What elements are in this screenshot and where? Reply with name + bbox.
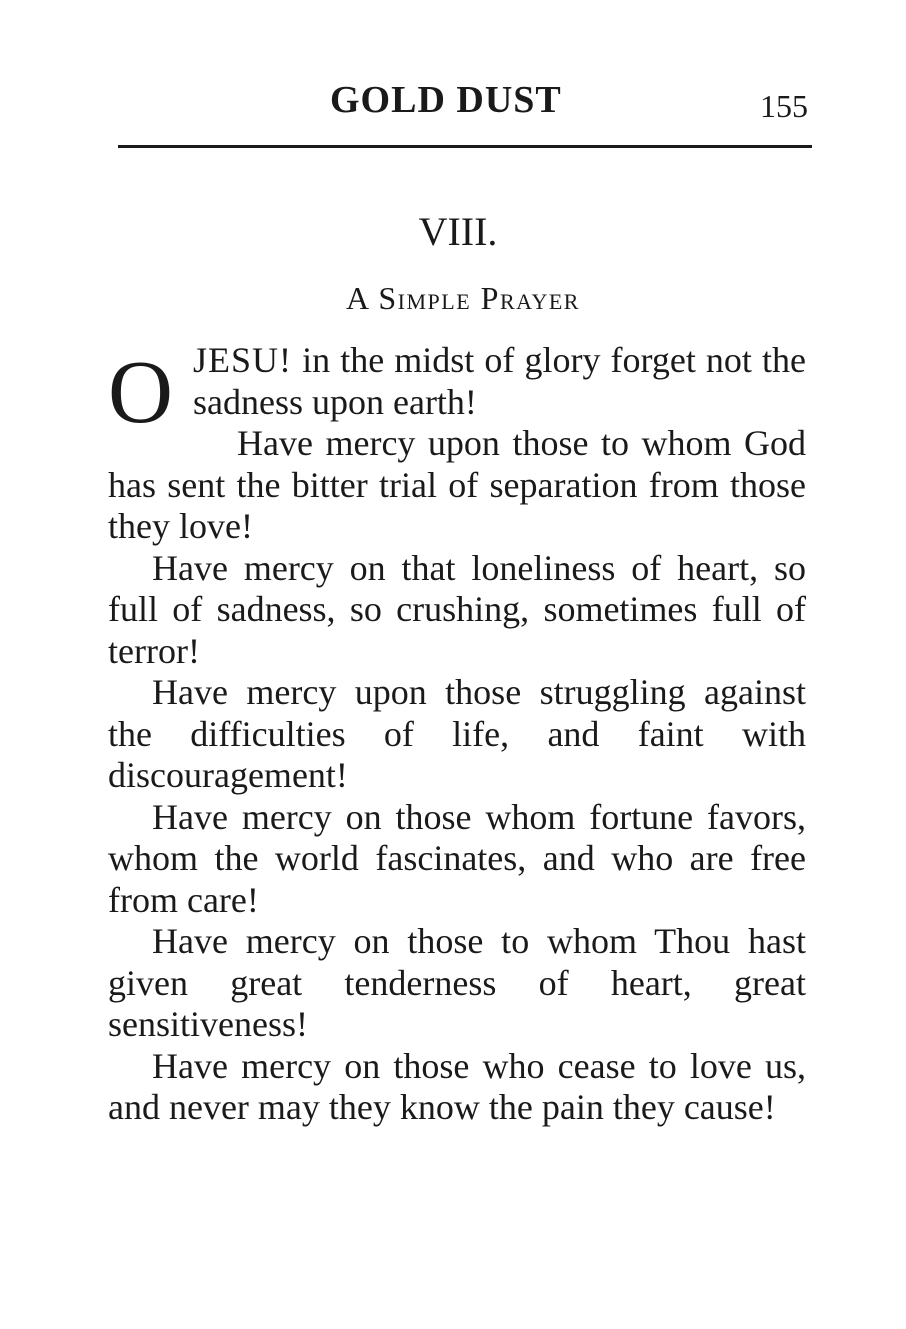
paragraph: Have mercy on those to whom Thou hast given great tenderness of heart, great sensitiveness! [108,921,806,1044]
section-number: VIII. [418,209,498,254]
opening-word: JESU! [193,340,293,380]
section-title: A Simple Prayer [346,280,580,316]
page-number: 155 [760,88,808,124]
running-header [0,78,906,128]
paragraph: Have mercy upon those struggling against the difficulties of life, and faint with discouragement! [108,672,806,795]
drop-cap: O [108,343,173,442]
header-rule [118,145,812,148]
paragraph: Have mercy on those who cease to love us, and never may they know the pain they cause! [108,1045,806,1127]
running-title: GOLD DUST [330,79,562,121]
paragraph: Have mercy on those whom fortune favors, whom the world fascinates, and who are free from care! [108,796,806,920]
paragraph: Have mercy upon those to whom God has sent the bitter trial of separation from those they love! [108,423,806,546]
paragraph-text: in the midst of glory forget not the sadness upon earth! [193,340,806,422]
paragraph-opening [108,340,806,442]
paragraph: Have mercy on that loneliness of heart, so full of sadness, so crushing, sometimes full of terror! [108,547,806,671]
prayer-text [108,340,806,1129]
